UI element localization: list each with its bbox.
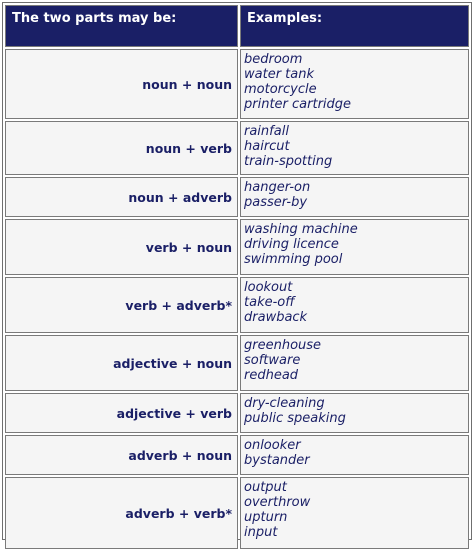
- combination-cell: adverb + noun: [5, 435, 238, 475]
- combination-cell: noun + adverb: [5, 177, 238, 217]
- combination-cell: noun + noun: [5, 49, 238, 119]
- combination-cell: adverb + verb*: [5, 477, 238, 549]
- examples-cell: [240, 435, 469, 475]
- table-row: [5, 393, 469, 433]
- example-word: hanger-on: [244, 180, 311, 195]
- example-word: motorcycle: [244, 82, 317, 97]
- example-word: bystander: [244, 453, 310, 468]
- table-row: [5, 435, 469, 475]
- example-word: train-spotting: [244, 154, 333, 169]
- example-word: public speaking: [244, 411, 346, 426]
- examples-cell: [240, 277, 469, 333]
- combination-cell: verb + noun: [5, 219, 238, 275]
- example-word: passer-by: [244, 195, 308, 210]
- example-word: lookout: [244, 280, 293, 295]
- example-word: greenhouse: [244, 338, 322, 353]
- examples-cell: [240, 393, 469, 433]
- example-word: haircut: [244, 139, 290, 154]
- header-parts: The two parts may be:: [5, 5, 238, 47]
- example-word: take-off: [244, 295, 295, 310]
- combination-cell: verb + adverb*: [5, 277, 238, 333]
- example-word: software: [244, 353, 301, 368]
- example-word: swimming pool: [244, 252, 343, 267]
- example-word: driving licence: [244, 237, 339, 252]
- example-word: rainfall: [244, 124, 289, 139]
- table-row: [5, 121, 469, 175]
- example-word: input: [244, 525, 278, 540]
- header-examples: Examples:: [240, 5, 469, 47]
- example-word: overthrow: [244, 495, 311, 510]
- example-word: bedroom: [244, 52, 303, 67]
- table-row: [5, 477, 469, 549]
- example-word: upturn: [244, 510, 288, 525]
- table-row: [5, 335, 469, 391]
- example-word: dry-cleaning: [244, 396, 325, 411]
- example-word: onlooker: [244, 438, 301, 453]
- table-row: [5, 177, 469, 217]
- examples-cell: [240, 121, 469, 175]
- example-word: drawback: [244, 310, 308, 325]
- table-row: [5, 277, 469, 333]
- example-word: redhead: [244, 368, 299, 383]
- table-body: [5, 49, 469, 549]
- compound-parts-table-container: [2, 2, 472, 540]
- examples-cell: [240, 49, 469, 119]
- example-word: washing machine: [244, 222, 358, 237]
- header-row: [5, 5, 469, 47]
- examples-cell: [240, 477, 469, 549]
- combination-cell: adjective + noun: [5, 335, 238, 391]
- table-row: [5, 219, 469, 275]
- combination-cell: noun + verb: [5, 121, 238, 175]
- example-word: printer cartridge: [244, 97, 352, 112]
- example-word: output: [244, 480, 287, 495]
- examples-cell: [240, 177, 469, 217]
- table-row: [5, 49, 469, 119]
- examples-cell: [240, 219, 469, 275]
- example-word: water tank: [244, 67, 315, 82]
- compound-parts-table: [3, 3, 471, 551]
- combination-cell: adjective + verb: [5, 393, 238, 433]
- examples-cell: [240, 335, 469, 391]
